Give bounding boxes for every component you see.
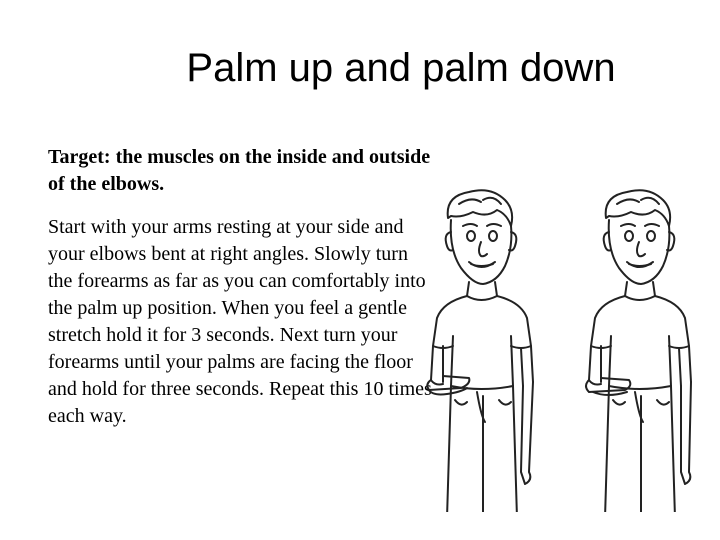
target-text: Target: the muscles on the inside and outside of the elbows. [48,146,431,195]
exercise-illustration [415,180,720,512]
instruction-text [48,144,433,430]
figure-palm-down [586,190,691,512]
slide-title: Palm up and palm down [186,46,616,90]
figure-palm-up [427,190,533,512]
body-text: Start with your arms resting at your side and your elbows bent at right angles. Slowly turn the forearms as far as you can comfortably into the palm up position. When you feel a gentle stretch hold it for 3 seconds. Next turn your forearms until your palms are facing the floor and hold for three seconds. Repeat this 10 times each way. [48,216,432,427]
